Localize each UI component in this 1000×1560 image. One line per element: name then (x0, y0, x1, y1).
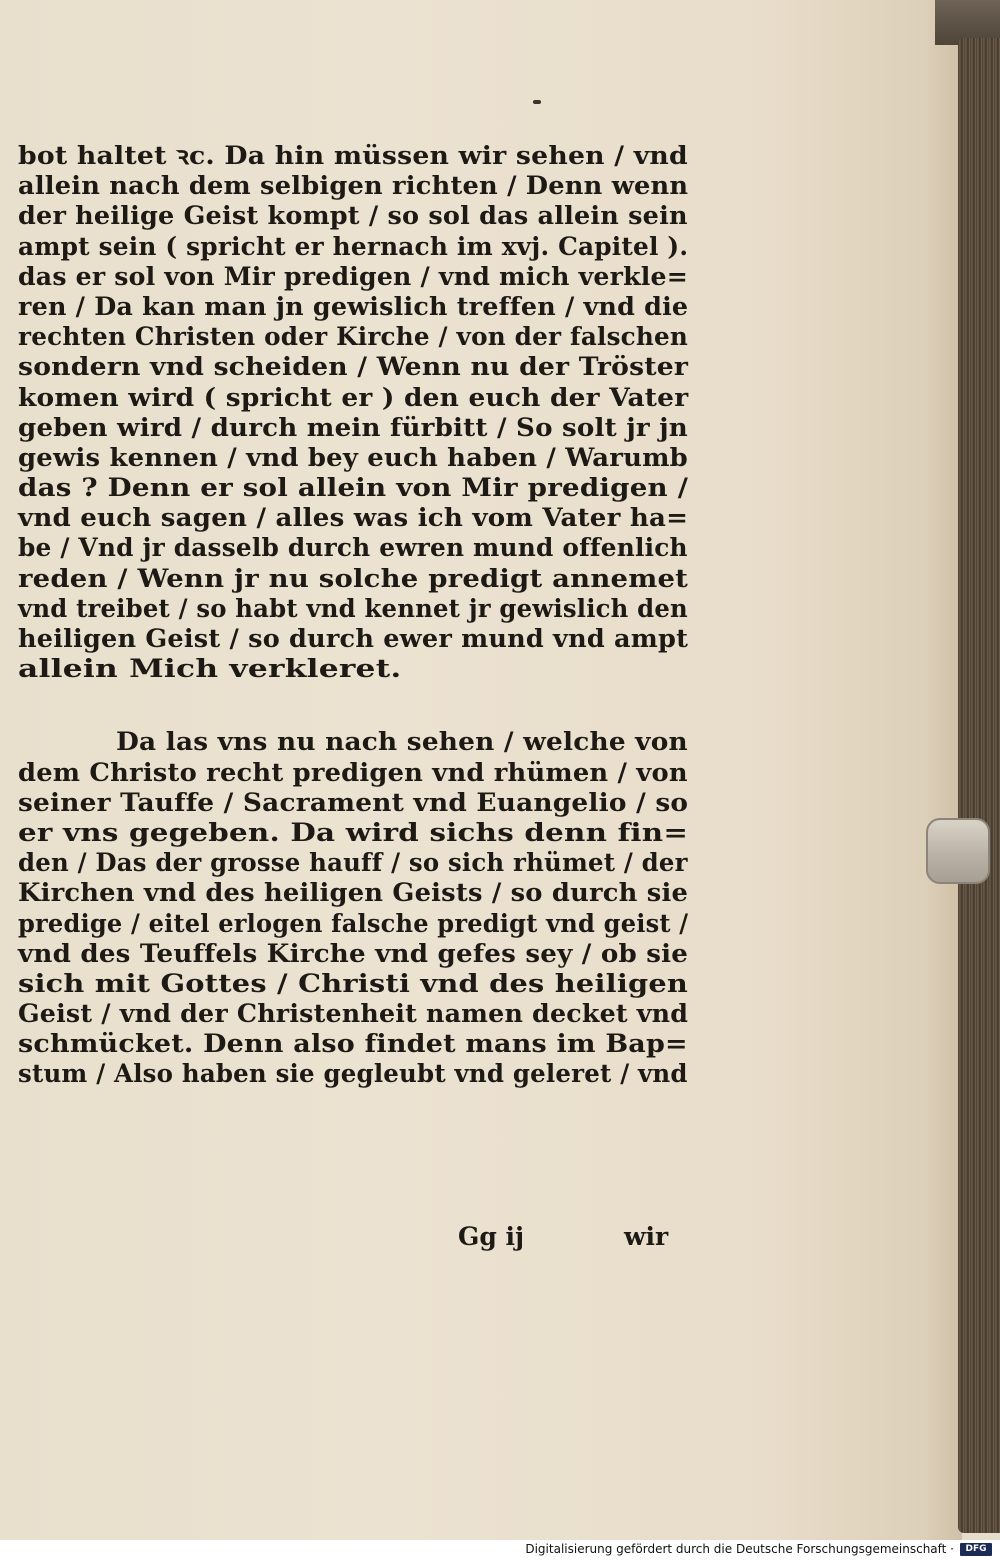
text-line: ampt sein ( spricht er hernach im xvj. Capitel ). (18, 231, 689, 261)
text-line: vnd treibet / so habt vnd kennet jr gewislich den (18, 593, 688, 623)
catchword: wir (624, 1222, 669, 1251)
text-line: das er sol von Mir predigen / vnd mich verkle= (18, 261, 689, 291)
text-line: Kirchen vnd des heiligen Geists / so durch sie (18, 878, 689, 908)
text-line: vnd euch sagen / alles was ich vom Vater ha= (18, 503, 689, 533)
signature-mark: Gg ij (458, 1222, 525, 1251)
text-line: ren / Da kan man jn gewislich treffen / vnd die (18, 291, 689, 321)
text-line: allein nach dem selbigen richten / Denn wenn (18, 171, 689, 201)
text-line: das ? Denn er sol allein von Mir predigen / (18, 473, 689, 503)
text-line: sich mit Gottes / Christi vnd des heiligen (18, 968, 689, 998)
book-clip (926, 818, 990, 884)
text-line: er vns gegeben. Da wird sichs denn fin= (18, 817, 689, 847)
text-line: gewis kennen / vnd bey euch haben / Warumb (18, 442, 688, 472)
text-line: der heilige Geist kompt / so sol das allein sein (18, 201, 688, 231)
text-line: komen wird ( spricht er ) den euch der Vater (18, 382, 689, 412)
text-line: stum / Also haben sie gegleubt vnd geleret / vnd (18, 1059, 688, 1089)
footer-bar (0, 1540, 1000, 1560)
footer-credit: Digitalisierung gefördert durch die Deutsche Forschungsgemeinschaft · (525, 1542, 954, 1556)
text-line: predige / eitel erlogen falsche predigt vnd geist / (18, 908, 689, 938)
paragraph-1 (18, 141, 688, 684)
text-line: Geist / vnd der Christenheit namen decket vnd (18, 999, 689, 1029)
text-line: allein Mich verkleret. (18, 654, 402, 684)
page-text (18, 141, 688, 1090)
dfg-logo: DFG (960, 1543, 992, 1556)
text-line: dem Christo recht predigen vnd rhümen / von (18, 757, 688, 787)
text-line: vnd des Teuffels Kirche vnd gefes sey / ob sie (18, 938, 689, 968)
paragraph-gap (18, 684, 688, 727)
text-line: rechten Christen oder Kirche / von der falschen (18, 322, 689, 352)
book-page-edges (958, 38, 1000, 1533)
text-line: seiner Tauffe / Sacrament vnd Euangelio / so (18, 787, 689, 817)
paragraph-2 (18, 727, 688, 1089)
text-line: heiligen Geist / so durch ewer mund vnd ampt (18, 624, 689, 653)
text-line: schmücket. Denn also findet mans im Bap= (18, 1029, 688, 1059)
ink-mark (533, 100, 541, 104)
text-line: reden / Wenn jr nu solche predigt annemet (18, 563, 689, 593)
text-line: Da las vns nu nach sehen / welche von (116, 727, 688, 757)
text-line: be / Vnd jr dasselb durch ewren mund offenlich (18, 533, 688, 563)
text-line: sondern vnd scheiden / Wenn nu der Tröster (18, 352, 689, 382)
text-line: bot haltet ꝛc. Da hin müssen wir sehen / vnd (18, 141, 688, 170)
text-line: geben wird / durch mein fürbitt / So solt jr jn (18, 412, 688, 442)
text-line: den / Das der grosse hauff / so sich rhümet / der (18, 848, 688, 878)
catch-line (0, 1222, 700, 1256)
